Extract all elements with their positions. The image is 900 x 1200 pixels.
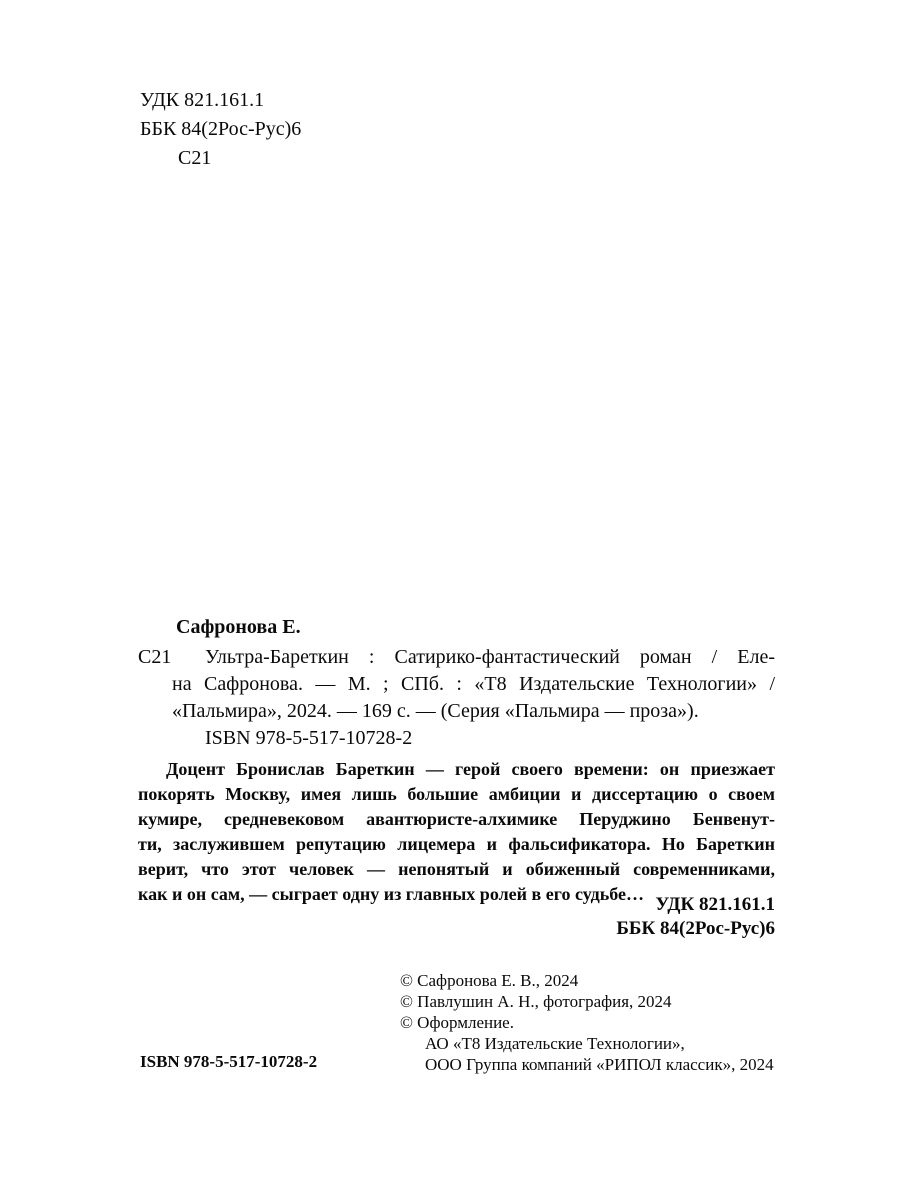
isbn-bottom: ISBN 978-5-517-10728-2 — [140, 1052, 318, 1071]
isbn-catalog: ISBN 978-5-517-10728-2 — [205, 727, 413, 749]
author-sign-top: С21 — [178, 147, 212, 169]
annotation-line: покорять Москву, имея лишь большие амбиции и диссертацию о своем — [138, 784, 775, 804]
annotation-line: как и он сам, — сыграет одну из главных ролей в его судьбе… — [138, 884, 644, 904]
bib-line: «Пальмира», 2024. — 169 с. — (Серия «Пальмира — проза»). — [172, 700, 699, 722]
author-sign-entry: С21 — [138, 646, 172, 668]
bibliographic-description — [172, 644, 775, 725]
annotation-paragraph — [138, 757, 775, 907]
bbk-number-top: ББК 84(2Рос-Рус)6 — [140, 118, 302, 140]
annotation-line: Доцент Бронислав Бареткин — герой своего времени: он приезжает — [166, 759, 775, 779]
classification-block-right — [138, 893, 775, 941]
annotation-line: кумире, средневековом авантюристе-алхимике Перуджино Бенвенут- — [138, 809, 775, 829]
udk-number-right: УДК 821.161.1 — [655, 894, 775, 915]
bib-line: на Сафронова. — М. ; СПб. : «Т8 Издательские Технологии» / — [172, 673, 775, 695]
bib-line: Ультра-Бареткин : Сатирико-фантастический роман / Еле- — [205, 646, 775, 668]
udk-number-top: УДК 821.161.1 — [140, 89, 265, 111]
copyright-block — [400, 970, 774, 1075]
publisher-line: ООО Группа компаний «РИПОЛ классик», 2024 — [425, 1055, 774, 1074]
bibliographic-entry — [138, 644, 775, 725]
copyright-line: © Павлушин А. Н., фотография, 2024 — [400, 992, 672, 1011]
catalog-author: Сафронова Е. — [176, 616, 301, 638]
copyright-line: © Сафронова Е. В., 2024 — [400, 971, 579, 990]
annotation-line: верит, что этот человек — непонятый и обиженный современниками, — [138, 859, 775, 879]
copyright-line: © Оформление. — [400, 1013, 514, 1032]
bbk-number-right: ББК 84(2Рос-Рус)6 — [616, 918, 775, 939]
publisher-line: АО «Т8 Издательские Технологии», — [425, 1034, 685, 1053]
annotation-line: ти, заслужившем репутацию лицемера и фальсификатора. Но Бареткин — [138, 834, 775, 854]
classification-block-top — [140, 86, 301, 173]
